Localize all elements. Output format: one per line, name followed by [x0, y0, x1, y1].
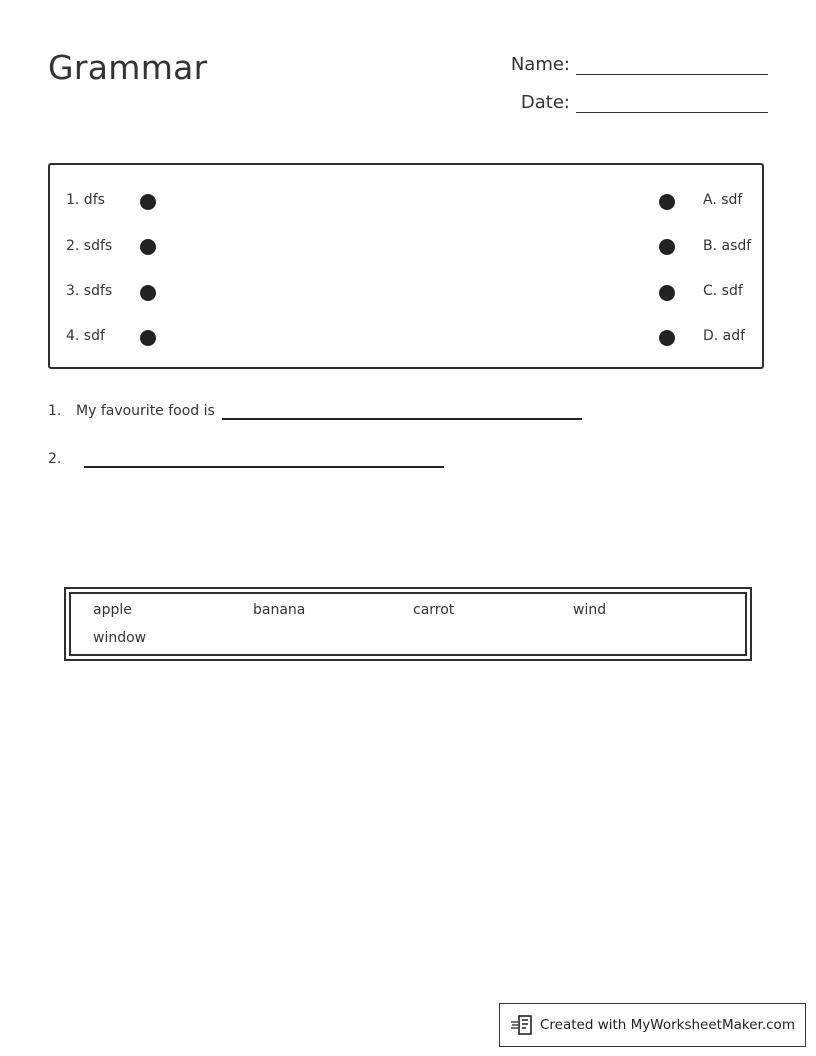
match-left-dot[interactable]	[140, 194, 156, 210]
word-bank-item: window	[93, 630, 147, 646]
question-number: 2.	[48, 451, 62, 467]
match-right-dot[interactable]	[659, 194, 675, 210]
match-left-dot[interactable]	[140, 239, 156, 255]
match-right-dot[interactable]	[659, 330, 675, 346]
word-bank	[64, 587, 752, 661]
match-right-item: B. asdf	[703, 238, 752, 254]
match-right-item: A. sdf	[703, 192, 743, 208]
word-bank-inner-border	[69, 592, 747, 656]
name-line[interactable]	[576, 54, 768, 75]
date-label: Date:	[520, 92, 570, 113]
date-line[interactable]	[576, 92, 768, 113]
match-left-item: 1. dfs	[66, 192, 105, 208]
name-label: Name:	[510, 54, 570, 75]
question-number: 1.	[48, 403, 62, 419]
match-right-dot[interactable]	[659, 285, 675, 301]
answer-blank-1[interactable]	[222, 418, 582, 420]
date-field	[521, 92, 768, 113]
footer-badge[interactable]	[499, 1003, 806, 1047]
match-left-item: 2. sdfs	[66, 238, 113, 254]
match-right-item: C. sdf	[703, 283, 743, 299]
worksheet-title: Grammar	[48, 48, 208, 87]
match-left-dot[interactable]	[140, 285, 156, 301]
matching-box	[48, 163, 764, 369]
worksheet-maker-logo-icon	[510, 1014, 534, 1036]
question-text: My favourite food is	[76, 403, 215, 419]
word-bank-item: banana	[253, 602, 306, 618]
name-field	[511, 54, 768, 75]
footer-text: Created with MyWorksheetMaker.com	[540, 1017, 795, 1033]
match-left-dot[interactable]	[140, 330, 156, 346]
word-bank-item: wind	[573, 602, 607, 618]
word-bank-item: carrot	[413, 602, 455, 618]
match-left-item: 4. sdf	[66, 328, 105, 344]
match-right-item: D. adf	[703, 328, 746, 344]
word-bank-item: apple	[93, 602, 132, 618]
answer-blank-2[interactable]	[84, 466, 444, 468]
match-left-item: 3. sdfs	[66, 283, 113, 299]
match-right-dot[interactable]	[659, 239, 675, 255]
